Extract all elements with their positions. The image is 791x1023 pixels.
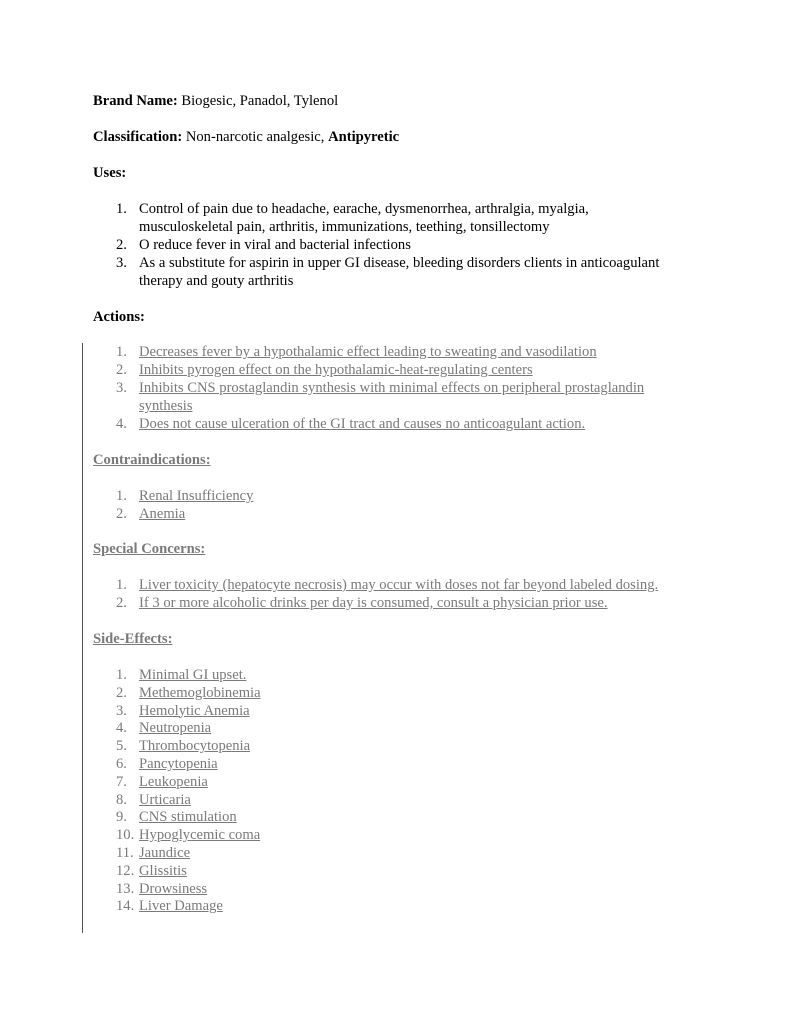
side-effects-item — [116, 719, 211, 737]
list-text: synthesis — [139, 398, 193, 414]
list-number: 3. — [116, 702, 127, 719]
list-text: Liver Damage — [139, 898, 223, 915]
side-effects-item — [116, 791, 191, 809]
contraindications-item — [116, 487, 253, 505]
side-effects-item — [116, 666, 246, 684]
list-text: Pancytopenia — [139, 756, 218, 772]
list-number: 3. — [116, 380, 127, 396]
side-effects-item — [116, 773, 208, 791]
list-number: 1. — [116, 488, 127, 504]
list-number: 12. — [116, 862, 135, 879]
classification-value-bold: Antipyretic — [328, 129, 400, 145]
side-effects-item — [116, 862, 187, 880]
list-text: Renal Insufficiency — [139, 488, 254, 504]
list-number: 6. — [116, 756, 127, 772]
list-number: 2. — [116, 237, 127, 253]
side-effects-item — [116, 702, 250, 720]
side-effects-item — [116, 737, 250, 755]
side-effects-heading: Side-Effects: — [93, 631, 173, 647]
side-effects-item — [116, 844, 190, 862]
actions-item — [139, 397, 193, 415]
list-text: Control of pain due to headache, earache, dysmenorrhea, arthralgia, myalgia, — [139, 201, 589, 217]
list-text: Leukopenia — [139, 773, 208, 790]
list-number: 4. — [116, 720, 127, 737]
side-effects-item — [116, 826, 260, 844]
list-text: musculoskeletal pain, arthritis, immunizations, teething, tonsillectomy — [139, 219, 550, 235]
list-number: 1. — [116, 344, 127, 360]
actions-item — [116, 343, 597, 361]
list-number: 8. — [116, 791, 127, 808]
list-text: Inhibits CNS prostaglandin synthesis with minimal effects on peripheral prostaglandin — [139, 380, 645, 396]
list-number: 13. — [116, 880, 135, 897]
list-number: 2. — [116, 595, 127, 611]
special-concerns-item — [116, 576, 658, 594]
list-number: 7. — [116, 773, 127, 790]
list-text: CNS stimulation — [139, 809, 237, 826]
list-text: Anemia — [139, 506, 186, 522]
list-text: Does not cause ulceration of the GI tract and causes no anticoagulant action. — [139, 416, 586, 432]
uses-heading: Uses: — [93, 165, 127, 181]
list-text: Glissitis — [139, 862, 187, 879]
actions-item — [116, 379, 644, 397]
list-text: Liver toxicity (hepatocyte necrosis) may occur with doses not far beyond labeled dosing. — [139, 577, 659, 593]
list-number: 2. — [116, 684, 127, 701]
classification-line — [93, 128, 399, 146]
list-text: Drowsiness — [139, 880, 208, 897]
brand-name-line — [93, 92, 338, 110]
list-number: 11. — [116, 845, 134, 861]
revision-change-bar — [82, 343, 83, 933]
list-number: 2. — [116, 362, 127, 378]
list-text: As a substitute for aspirin in upper GI disease, bleeding disorders clients in anticoagulant — [139, 255, 660, 271]
list-text: Inhibits pyrogen effect on the hypothalamic-heat-regulating centers — [139, 362, 533, 378]
list-number: 2. — [116, 506, 127, 522]
list-number: 5. — [116, 738, 127, 755]
list-number: 14. — [116, 898, 135, 915]
list-number: 4. — [116, 416, 127, 432]
side-effects-item — [116, 880, 207, 898]
list-text: Minimal GI upset. — [139, 667, 247, 683]
brand-name-label: Brand Name: — [93, 93, 178, 109]
list-text: Decreases fever by a hypothalamic effect leading to sweating and vasodilation — [139, 344, 597, 360]
brand-name-value: Biogesic, Panadol, Tylenol — [177, 93, 339, 109]
list-number: 1. — [116, 201, 127, 217]
actions-item — [116, 361, 533, 379]
contraindications-item — [116, 505, 185, 523]
actions-item — [116, 415, 585, 433]
list-text: Hypoglycemic coma — [139, 827, 261, 844]
list-number: 10. — [116, 827, 135, 844]
classification-value: Non-narcotic analgesic, — [182, 129, 329, 145]
list-text: O reduce fever in viral and bacterial infections — [139, 237, 411, 253]
list-text: If 3 or more alcoholic drinks per day is consumed, consult a physician prior use. — [139, 595, 608, 611]
contraindications-heading: Contraindications: — [93, 452, 211, 468]
list-text: Hemolytic Anemia — [139, 702, 250, 719]
list-text: Jaundice — [139, 845, 191, 861]
special-concerns-heading: Special Concerns: — [93, 541, 206, 557]
actions-heading: Actions: — [93, 309, 145, 325]
list-text: Methemoglobinemia — [139, 684, 261, 701]
special-concerns-item — [116, 594, 608, 612]
classification-label: Classification: — [93, 129, 183, 145]
list-number: 3. — [116, 255, 127, 271]
side-effects-item — [116, 684, 261, 702]
list-number: 1. — [116, 667, 127, 683]
list-text: Neutropenia — [139, 720, 212, 737]
side-effects-item — [116, 755, 218, 773]
list-number: 1. — [116, 577, 127, 593]
side-effects-item — [116, 808, 237, 826]
side-effects-item — [116, 897, 223, 915]
list-text: Thrombocytopenia — [139, 738, 251, 755]
list-text: therapy and gouty arthritis — [139, 273, 294, 289]
list-number: 9. — [116, 809, 127, 826]
list-text: Urticaria — [139, 791, 191, 808]
